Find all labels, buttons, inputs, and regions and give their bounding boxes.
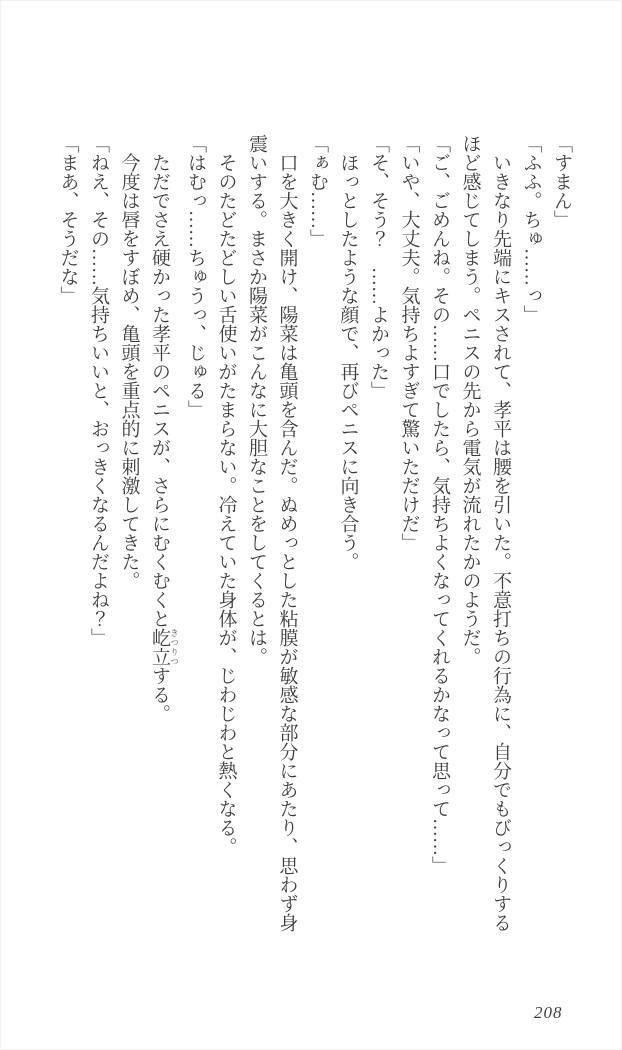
furigana-ruby: 屹立 きつりつ [149, 628, 180, 666]
paragraph: 「ご、ごめんね。その……口でしたら、気持ちよくなってくれるかなって思って……」 [429, 134, 450, 875]
paragraph: 「はむっ……ちゅうっ、じゅる」 [185, 134, 206, 419]
paragraph: ただでさえ硬かった孝平のペニスが、さらにむくむくと屹立 きつりつする。 [149, 153, 180, 723]
paragraph: 「いや、大丈夫。気持ちよすぎて驚いただけだ」 [398, 134, 420, 552]
paragraph: ほっとしたような顔で、再びペニスに向き合う。 [337, 153, 359, 571]
paragraph: 「まあ、そうだな」 [57, 134, 79, 305]
paragraph: 「ぁむ……」 [307, 134, 328, 248]
paragraph: いきなり先端にキスされて、孝平は腰を引いた。不意打ちの行為に、自分でもびっくりするほど感じてしまう。ペニスの先から電気が流れたかのようだ。 [459, 134, 511, 932]
paragraph: 今度は唇をすぼめ、亀頭を重点的に刺激してきた。 [118, 153, 140, 590]
paragraph: 「すまん」 [551, 134, 572, 229]
text-block [52, 134, 576, 946]
paragraph: そのたどたどしい舌使いがたまらない。冷えていた身体が、じわじわと熱くなる。 [215, 153, 237, 856]
paragraph: 「ふふ。ちゅ……っ」 [520, 134, 542, 324]
page-number: 208 [534, 1003, 563, 1022]
paragraph: 「そ、そう？ ……よかった」 [368, 134, 389, 400]
paragraph: 口を大きく開け、陽菜は亀頭を含んだ。ぬめっとした粘膜が敏感な部分にあたり、思わず身震いする。まさか陽菜がこんなに大胆なことをしてくるとは。 [246, 134, 298, 932]
paragraph: 「ねえ、その……気持ちいいと、おっきくなるんだよね？」 [88, 134, 109, 647]
